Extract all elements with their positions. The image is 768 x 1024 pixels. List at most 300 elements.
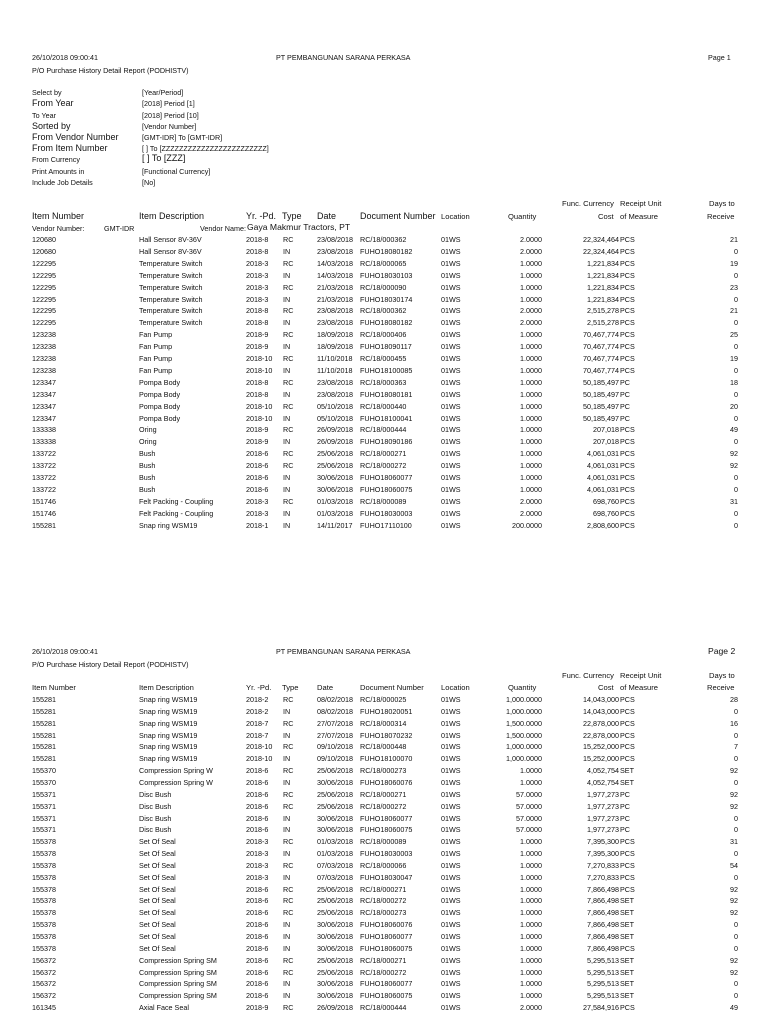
cell-days: 0 xyxy=(734,270,738,280)
col-document-number: Document Number xyxy=(360,683,424,692)
cell-item-number: 155371 xyxy=(32,813,56,823)
cell-item-number: 155378 xyxy=(32,908,56,918)
cell-cost: 7,866,498 xyxy=(587,932,619,941)
cell-location: 01WS xyxy=(441,754,461,764)
table-row xyxy=(0,872,768,884)
cell-quantity: 2.0000 xyxy=(520,1003,542,1013)
cell-item-description: Pompa Body xyxy=(139,377,181,387)
cell-unit: PCS xyxy=(620,282,635,292)
cell-yr-pd: 2018-2 xyxy=(246,706,269,716)
cell-item-description: Snap ring WSM19 xyxy=(139,730,198,740)
cell-location: 01WS xyxy=(441,955,461,965)
table-row xyxy=(0,813,768,825)
cell-cost: 14,043,000 xyxy=(583,695,619,704)
report-timestamp: 26/10/2018 09:00:41 xyxy=(32,647,98,656)
cell-item-number: 122295 xyxy=(32,270,56,280)
cell-type: RC xyxy=(283,258,294,268)
cell-yr-pd: 2018-10 xyxy=(246,413,273,423)
cell-item-number: 155371 xyxy=(32,825,56,835)
cell-cost: 7,866,498 xyxy=(587,884,619,894)
cell-location: 01WS xyxy=(441,282,461,292)
table-row xyxy=(0,884,768,896)
cell-unit: SET xyxy=(620,908,634,918)
cell-document-number: FUHO18100085 xyxy=(360,365,413,375)
cell-item-description: Bush xyxy=(139,484,156,494)
cell-cost: 5,295,513 xyxy=(587,991,619,1001)
cell-unit: PCS xyxy=(620,943,635,953)
cell-location: 01WS xyxy=(441,484,461,494)
cell-item-number: 151746 xyxy=(32,496,56,506)
cell-type: IN xyxy=(283,706,291,716)
cell-days: 92 xyxy=(730,801,738,811)
cell-item-number: 156372 xyxy=(32,991,56,1001)
cell-days: 23 xyxy=(730,282,738,292)
cell-unit: PCS xyxy=(620,520,635,530)
cell-cost: 1,977,273 xyxy=(587,801,619,811)
cell-item-number: 133722 xyxy=(32,484,56,494)
cell-yr-pd: 2018-6 xyxy=(246,766,269,776)
cell-yr-pd: 2018-8 xyxy=(246,377,269,387)
cell-type: RC xyxy=(283,967,294,977)
table-row xyxy=(0,848,768,860)
cell-days: 0 xyxy=(734,849,738,859)
cell-location: 01WS xyxy=(441,860,461,870)
cell-yr-pd: 2018-6 xyxy=(246,825,269,835)
cell-quantity: 2.0000 xyxy=(520,235,542,244)
cell-type: RC xyxy=(283,896,294,906)
cell-unit: PCS xyxy=(620,306,635,316)
cell-item-description: Compression Spring SM xyxy=(139,967,217,977)
cell-days: 21 xyxy=(730,306,738,316)
cell-location: 01WS xyxy=(441,766,461,776)
cell-location: 01WS xyxy=(441,318,461,328)
cell-type: RC xyxy=(283,354,294,363)
cell-quantity: 1.0000 xyxy=(520,294,542,304)
table-row xyxy=(0,943,768,955)
col-cost: Cost xyxy=(598,212,614,221)
cell-item-description: Felt Packing - Coupling xyxy=(139,496,214,506)
cell-item-description: Snap ring WSM19 xyxy=(139,742,198,752)
cell-item-number: 123347 xyxy=(32,413,56,423)
cell-item-description: Snap ring WSM19 xyxy=(139,520,198,530)
cell-item-description: Pompa Body xyxy=(139,413,181,423)
cell-days: 0 xyxy=(734,991,738,1001)
cell-yr-pd: 2018-8 xyxy=(246,389,269,399)
cell-yr-pd: 2018-3 xyxy=(246,849,269,859)
cell-days: 31 xyxy=(730,496,738,506)
cell-location: 01WS xyxy=(441,742,461,752)
cell-document-number: RC/18/000271 xyxy=(360,789,407,799)
cell-item-description: Disc Bush xyxy=(139,813,172,823)
cell-document-number: FUHO18080181 xyxy=(360,389,413,399)
criteria-value: [Year/Period] xyxy=(142,88,184,97)
cell-item-description: Felt Packing - Coupling xyxy=(139,508,214,518)
cell-cost: 50,185,497 xyxy=(583,413,619,423)
cell-type: RC xyxy=(283,908,294,918)
cell-yr-pd: 2018-6 xyxy=(246,813,269,823)
cell-location: 01WS xyxy=(441,496,461,506)
cell-item-description: Pompa Body xyxy=(139,401,181,411)
cell-document-number: FUHO18060075 xyxy=(360,943,413,953)
cell-unit: PCS xyxy=(620,754,635,764)
col-item-description: Item Description xyxy=(139,683,194,692)
cell-item-number: 155378 xyxy=(32,932,56,941)
col-type: Type xyxy=(282,211,302,221)
cell-item-description: Compression Spring SM xyxy=(139,991,217,1001)
cell-item-number: 155370 xyxy=(32,766,56,776)
cell-date: 25/06/2018 xyxy=(317,967,353,977)
cell-date: 01/03/2018 xyxy=(317,849,353,859)
cell-cost: 7,395,300 xyxy=(587,849,619,859)
cell-yr-pd: 2018-6 xyxy=(246,896,269,906)
cell-item-description: Set Of Seal xyxy=(139,943,176,953)
cell-date: 25/06/2018 xyxy=(317,789,353,799)
cell-document-number: RC/18/000271 xyxy=(360,955,407,965)
cell-document-number: FUHO18100041 xyxy=(360,413,413,423)
cell-yr-pd: 2018-9 xyxy=(246,1003,269,1013)
cell-yr-pd: 2018-6 xyxy=(246,955,269,965)
cell-yr-pd: 2018-6 xyxy=(246,943,269,953)
cell-type: RC xyxy=(283,766,294,776)
cell-item-description: Temperature Switch xyxy=(139,270,203,280)
cell-unit: PCS xyxy=(620,742,635,752)
cell-cost: 22,878,000 xyxy=(583,718,619,728)
cell-item-description: Pompa Body xyxy=(139,389,181,399)
cell-location: 01WS xyxy=(441,837,461,847)
cell-item-number: 122295 xyxy=(32,306,56,316)
cell-item-number: 133338 xyxy=(32,425,56,435)
cell-unit: PCS xyxy=(620,860,635,870)
cell-location: 01WS xyxy=(441,825,461,835)
cell-unit: PCS xyxy=(620,706,635,716)
cell-date: 21/03/2018 xyxy=(317,282,353,292)
cell-quantity: 1.0000 xyxy=(520,932,542,941)
cell-item-description: Set Of Seal xyxy=(139,860,176,870)
cell-unit: PCS xyxy=(620,330,635,340)
cell-date: 21/03/2018 xyxy=(317,294,353,304)
col-type: Type xyxy=(282,683,299,692)
cell-quantity: 1.0000 xyxy=(520,377,542,387)
table-row xyxy=(0,955,768,967)
cell-type: IN xyxy=(283,484,291,494)
cell-item-number: 155281 xyxy=(32,695,56,704)
cell-days: 0 xyxy=(734,932,738,941)
cell-date: 23/08/2018 xyxy=(317,246,353,256)
cell-days: 0 xyxy=(734,979,738,989)
cell-quantity: 1,000.0000 xyxy=(506,754,542,764)
cell-type: RC xyxy=(283,801,294,811)
cell-quantity: 2.0000 xyxy=(520,318,542,328)
cell-quantity: 2.0000 xyxy=(520,246,542,256)
cell-yr-pd: 2018-10 xyxy=(246,401,273,411)
cell-unit: SET xyxy=(620,932,634,941)
cell-item-number: 123347 xyxy=(32,377,56,387)
cell-quantity: 1.0000 xyxy=(520,484,542,494)
cell-quantity: 1.0000 xyxy=(520,920,542,930)
cell-date: 25/06/2018 xyxy=(317,908,353,918)
cell-quantity: 1.0000 xyxy=(520,967,542,977)
cell-days: 20 xyxy=(730,401,738,411)
cell-date: 30/06/2018 xyxy=(317,979,353,989)
cell-days: 92 xyxy=(730,967,738,977)
cell-item-number: 155378 xyxy=(32,849,56,859)
cell-unit: SET xyxy=(620,955,634,965)
cell-yr-pd: 2018-6 xyxy=(246,884,269,894)
cell-date: 26/09/2018 xyxy=(317,437,353,447)
cell-yr-pd: 2018-8 xyxy=(246,235,269,244)
cell-type: RC xyxy=(283,330,294,340)
cell-item-number: 133722 xyxy=(32,473,56,482)
cell-days: 0 xyxy=(734,389,738,399)
cell-cost: 70,467,774 xyxy=(583,354,619,363)
criteria-value: [2018] Period [1] xyxy=(142,99,195,108)
cell-yr-pd: 2018-8 xyxy=(246,306,269,316)
cell-location: 01WS xyxy=(441,235,461,244)
cell-quantity: 1.0000 xyxy=(520,860,542,870)
cell-cost: 2,515,278 xyxy=(587,318,619,328)
cell-quantity: 2.0000 xyxy=(520,508,542,518)
criteria-label: From Vendor Number xyxy=(32,132,119,142)
col-days-to: Days to xyxy=(709,199,735,208)
cell-date: 30/06/2018 xyxy=(317,777,353,787)
cell-days: 0 xyxy=(734,508,738,518)
cell-document-number: RC/18/000089 xyxy=(360,496,407,506)
cell-type: IN xyxy=(283,437,291,447)
cell-location: 01WS xyxy=(441,908,461,918)
cell-item-number: 156372 xyxy=(32,979,56,989)
table-row xyxy=(0,824,768,836)
cell-unit: PC xyxy=(620,813,630,823)
cell-days: 0 xyxy=(734,342,738,352)
criteria-label: From Item Number xyxy=(32,143,108,153)
cell-location: 01WS xyxy=(441,1003,461,1013)
criteria-value: [No] xyxy=(142,178,156,187)
cell-yr-pd: 2018-3 xyxy=(246,270,269,280)
cell-item-number: 155371 xyxy=(32,801,56,811)
vendor-name-label: Vendor Name: xyxy=(200,224,246,233)
cell-type: IN xyxy=(283,777,291,787)
table-row xyxy=(0,990,768,1002)
cell-yr-pd: 2018-9 xyxy=(246,342,269,352)
cell-days: 92 xyxy=(730,766,738,776)
cell-type: IN xyxy=(283,849,291,859)
cell-cost: 4,061,031 xyxy=(587,449,619,459)
cell-date: 27/07/2018 xyxy=(317,730,353,740)
cell-document-number: RC/18/000089 xyxy=(360,837,407,847)
cell-document-number: RC/18/000444 xyxy=(360,1003,407,1013)
cell-item-number: 120680 xyxy=(32,235,56,244)
cell-date: 07/03/2018 xyxy=(317,872,353,882)
cell-yr-pd: 2018-3 xyxy=(246,258,269,268)
cell-days: 25 xyxy=(730,330,738,340)
cell-date: 30/06/2018 xyxy=(317,484,353,494)
cell-yr-pd: 2018-8 xyxy=(246,246,269,256)
cell-document-number: FUHO18030103 xyxy=(360,270,413,280)
cell-location: 01WS xyxy=(441,884,461,894)
cell-cost: 207,018 xyxy=(593,425,619,435)
cell-type: IN xyxy=(283,920,291,930)
cell-item-description: Fan Pump xyxy=(139,342,173,352)
cell-yr-pd: 2018-10 xyxy=(246,742,273,752)
cell-quantity: 1.0000 xyxy=(520,401,542,411)
cell-quantity: 1.0000 xyxy=(520,955,542,965)
cell-type: RC xyxy=(283,837,294,847)
cell-unit: SET xyxy=(620,777,634,787)
cell-date: 30/06/2018 xyxy=(317,943,353,953)
report-timestamp: 26/10/2018 09:00:41 xyxy=(32,53,98,62)
cell-yr-pd: 2018-6 xyxy=(246,461,269,471)
cell-days: 92 xyxy=(730,908,738,918)
table-row xyxy=(0,1002,768,1014)
cell-date: 09/10/2018 xyxy=(317,742,353,752)
cell-quantity: 200.0000 xyxy=(512,520,542,530)
page-number: Page 1 xyxy=(708,53,731,62)
cell-quantity: 1.0000 xyxy=(520,849,542,859)
cell-document-number: FUHO18030003 xyxy=(360,508,413,518)
cell-yr-pd: 2018-6 xyxy=(246,777,269,787)
cell-item-description: Fan Pump xyxy=(139,354,173,363)
cell-yr-pd: 2018-8 xyxy=(246,318,269,328)
cell-item-description: Compression Spring SM xyxy=(139,955,217,965)
cell-cost: 70,467,774 xyxy=(583,330,619,340)
cell-type: IN xyxy=(283,730,291,740)
cell-location: 01WS xyxy=(441,246,461,256)
cell-document-number: FUHO18030174 xyxy=(360,294,413,304)
cell-date: 30/06/2018 xyxy=(317,825,353,835)
cell-quantity: 1.0000 xyxy=(520,413,542,423)
cell-cost: 1,977,273 xyxy=(587,825,619,835)
cell-date: 08/02/2018 xyxy=(317,706,353,716)
cell-quantity: 1.0000 xyxy=(520,342,542,352)
table-row xyxy=(0,777,768,789)
cell-item-number: 155281 xyxy=(32,730,56,740)
cell-item-description: Fan Pump xyxy=(139,330,173,340)
criteria-label: Include Job Details xyxy=(32,178,93,187)
cell-type: IN xyxy=(283,813,291,823)
cell-unit: PCS xyxy=(620,872,635,882)
cell-item-description: Snap ring WSM19 xyxy=(139,695,198,704)
cell-item-description: Snap ring WSM19 xyxy=(139,718,198,728)
table-row xyxy=(0,801,768,813)
cell-type: RC xyxy=(283,955,294,965)
cell-quantity: 1,500.0000 xyxy=(506,718,542,728)
cell-date: 11/10/2018 xyxy=(317,365,353,375)
cell-location: 01WS xyxy=(441,437,461,447)
vendor-number: GMT-IDR xyxy=(104,224,135,233)
table-row xyxy=(0,789,768,801)
cell-document-number: RC/18/000273 xyxy=(360,766,407,776)
report-title: P/O Purchase History Detail Report (PODHISTV) xyxy=(32,66,189,75)
cell-type: RC xyxy=(283,695,294,704)
cell-cost: 1,221,834 xyxy=(587,294,619,304)
criteria-value: [ ] To [ZZZZZZZZZZZZZZZZZZZZZZZZ] xyxy=(142,144,269,153)
cell-document-number: RC/18/000362 xyxy=(360,306,407,316)
cell-days: 0 xyxy=(734,484,738,494)
cell-yr-pd: 2018-3 xyxy=(246,496,269,506)
criteria-label: Select by xyxy=(32,88,62,97)
cell-days: 0 xyxy=(734,294,738,304)
cell-date: 25/06/2018 xyxy=(317,449,353,459)
cell-document-number: RC/18/000448 xyxy=(360,742,407,752)
cell-days: 92 xyxy=(730,449,738,459)
cell-date: 26/09/2018 xyxy=(317,425,353,435)
cell-cost: 4,061,031 xyxy=(587,461,619,471)
cell-item-number: 155378 xyxy=(32,860,56,870)
cell-document-number: RC/18/000271 xyxy=(360,884,407,894)
cell-location: 01WS xyxy=(441,270,461,280)
cell-item-number: 155281 xyxy=(32,520,56,530)
cell-item-number: 155370 xyxy=(32,777,56,787)
cell-unit: PCS xyxy=(620,884,635,894)
cell-cost: 15,252,000 xyxy=(583,742,619,752)
cell-item-number: 155281 xyxy=(32,706,56,716)
cell-item-description: Compression Spring SM xyxy=(139,979,217,989)
cell-location: 01WS xyxy=(441,943,461,953)
cell-quantity: 2.0000 xyxy=(520,306,542,316)
criteria-label: From Currency xyxy=(32,155,80,164)
cell-yr-pd: 2018-9 xyxy=(246,425,269,435)
cell-days: 0 xyxy=(734,920,738,930)
cell-yr-pd: 2018-6 xyxy=(246,932,269,941)
cell-yr-pd: 2018-6 xyxy=(246,979,269,989)
cell-days: 28 xyxy=(730,695,738,704)
table-row xyxy=(0,836,768,848)
cell-item-description: Compression Spring W xyxy=(139,777,213,787)
cell-type: RC xyxy=(283,461,294,471)
cell-location: 01WS xyxy=(441,413,461,423)
cell-days: 54 xyxy=(730,860,738,870)
cell-yr-pd: 2018-6 xyxy=(246,473,269,482)
cell-cost: 5,295,513 xyxy=(587,967,619,977)
cell-item-description: Temperature Switch xyxy=(139,318,203,328)
cell-item-description: Fan Pump xyxy=(139,365,173,375)
cell-document-number: FUHO18060075 xyxy=(360,484,413,494)
table-row xyxy=(0,694,768,706)
cell-document-number: FUHO18060077 xyxy=(360,813,413,823)
col-of-measure: of Measure xyxy=(620,212,658,221)
cell-days: 7 xyxy=(734,742,738,752)
cell-type: RC xyxy=(283,235,294,244)
cell-location: 01WS xyxy=(441,706,461,716)
cell-item-description: Hall Sensor 8V-36V xyxy=(139,235,202,244)
cell-unit: SET xyxy=(620,979,634,989)
cell-unit: PCS xyxy=(620,718,635,728)
cell-item-number: 122295 xyxy=(32,282,56,292)
cell-location: 01WS xyxy=(441,896,461,906)
cell-date: 08/02/2018 xyxy=(317,695,353,704)
cell-days: 0 xyxy=(734,318,738,328)
cell-location: 01WS xyxy=(441,801,461,811)
cell-document-number: RC/18/000363 xyxy=(360,377,407,387)
cell-date: 01/03/2018 xyxy=(317,508,353,518)
cell-days: 0 xyxy=(734,730,738,740)
cell-item-description: Bush xyxy=(139,449,156,459)
cell-yr-pd: 2018-9 xyxy=(246,437,269,447)
cell-days: 0 xyxy=(734,413,738,423)
cell-yr-pd: 2018-7 xyxy=(246,718,269,728)
cell-item-description: Set Of Seal xyxy=(139,908,176,918)
cell-date: 30/06/2018 xyxy=(317,932,353,941)
cell-item-number: 123238 xyxy=(32,342,56,352)
cell-yr-pd: 2018-10 xyxy=(246,365,273,375)
criteria-label: To Year xyxy=(32,111,56,120)
table-row xyxy=(0,895,768,907)
table-row xyxy=(0,765,768,777)
cell-unit: PCS xyxy=(620,695,635,704)
criteria-label: Print Amounts in xyxy=(32,167,85,176)
cell-document-number: FUHO18060077 xyxy=(360,932,413,941)
col-location: Location xyxy=(441,212,470,221)
